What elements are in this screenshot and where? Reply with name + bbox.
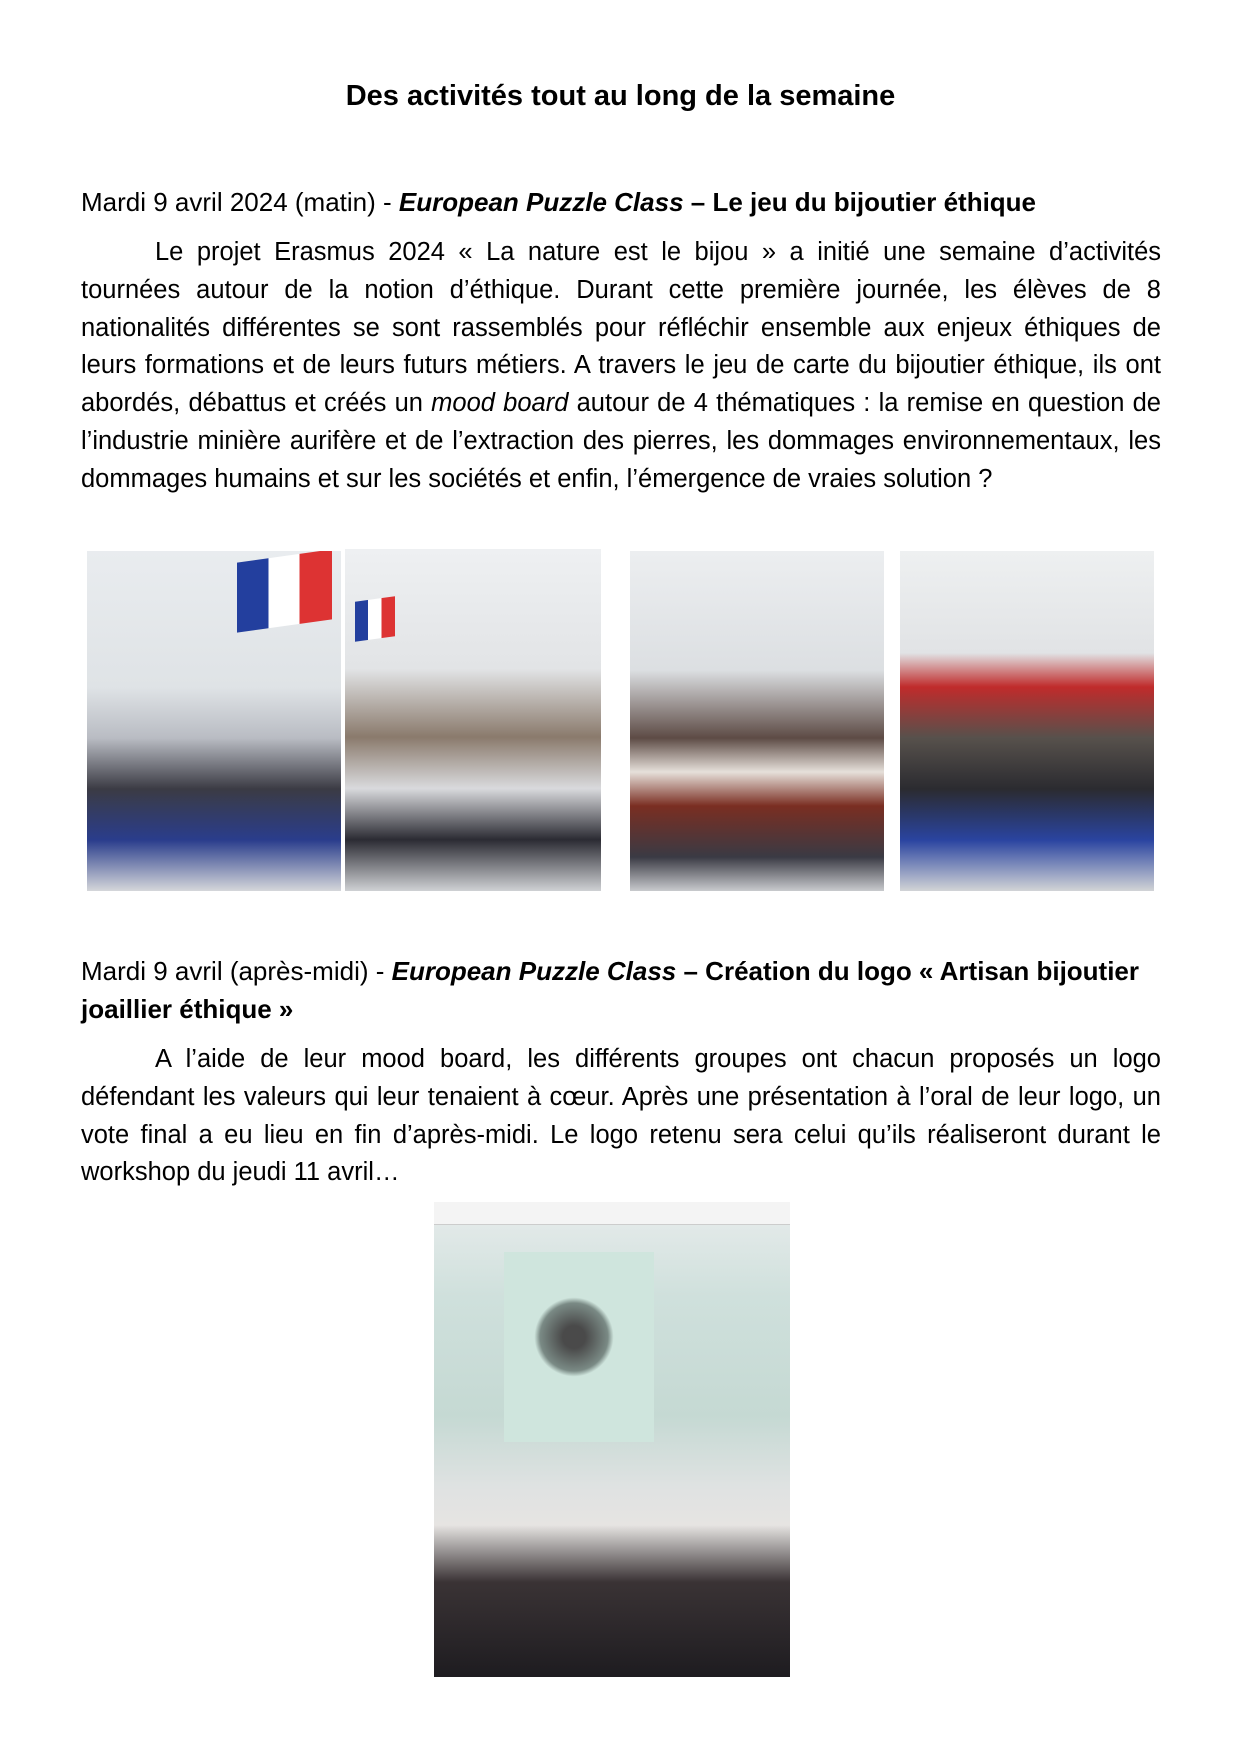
tree-logo <box>534 1297 614 1377</box>
paragraph-text: autour de 4 thématiques : la remise en question de l’industrie minière aurifère et de l’extraction des pierres, les dommages environnementaux, les dommages humains et sur les sociétés et enfin, l’émergence de vraies solution ? <box>81 389 1161 493</box>
photo-classroom-1 <box>87 551 341 891</box>
section-1-topic: – Le jeu du bijoutier éthique <box>683 187 1037 217</box>
section-2-paragraph: A l’aide de leur mood board, les différents groupes ont chacun proposés un logo défendant les valeurs qui leur tenaient à cœur. Après une présentation à l’oral de leur logo, un vote final a eu lieu en fin d’après-midi. Le logo retenu sera celui qu’ils réaliseront durant le workshop du jeudi 11 avril… <box>81 1045 1161 1187</box>
page-title: Des activités tout au long de la semaine <box>345 80 896 112</box>
section-2-class-name: European Puzzle Class <box>391 956 677 986</box>
section-1-class-name: European Puzzle Class <box>398 187 684 217</box>
section-1-date: Mardi 9 avril 2024 (matin) - <box>81 187 399 217</box>
photo-classroom-3 <box>630 551 884 891</box>
french-flag <box>237 551 332 633</box>
section-1-paragraph <box>81 234 1161 499</box>
section-2-topic: – Création du logo « Artisan bijoutier joaillier éthique » <box>81 956 1140 1024</box>
section-1-heading <box>81 183 1161 221</box>
projected-browser-bar <box>434 1202 790 1225</box>
section-2-heading <box>81 952 1161 1028</box>
photo-logo-presentation <box>434 1202 790 1677</box>
section-2-date: Mardi 9 avril (après-midi) - <box>81 956 392 986</box>
paragraph-emphasis: mood board <box>431 389 569 418</box>
photo-classroom-4 <box>900 551 1154 891</box>
paragraph-text: Le projet Erasmus 2024 « La nature est le bijou » a initié une semaine d’activités tournées autour de la notion d’éthique. Durant cette première journée, les élèves de 8 nationalités différentes se sont rassemblés pour réfléchir ensemble aux enjeux éthiques de leurs formations et de leurs futurs métiers. A travers le jeu de carte du bijoutier éthique, ils ont abordés, débattus et créés un <box>81 238 1161 418</box>
french-flag <box>355 596 395 642</box>
photo-classroom-2 <box>345 549 601 891</box>
